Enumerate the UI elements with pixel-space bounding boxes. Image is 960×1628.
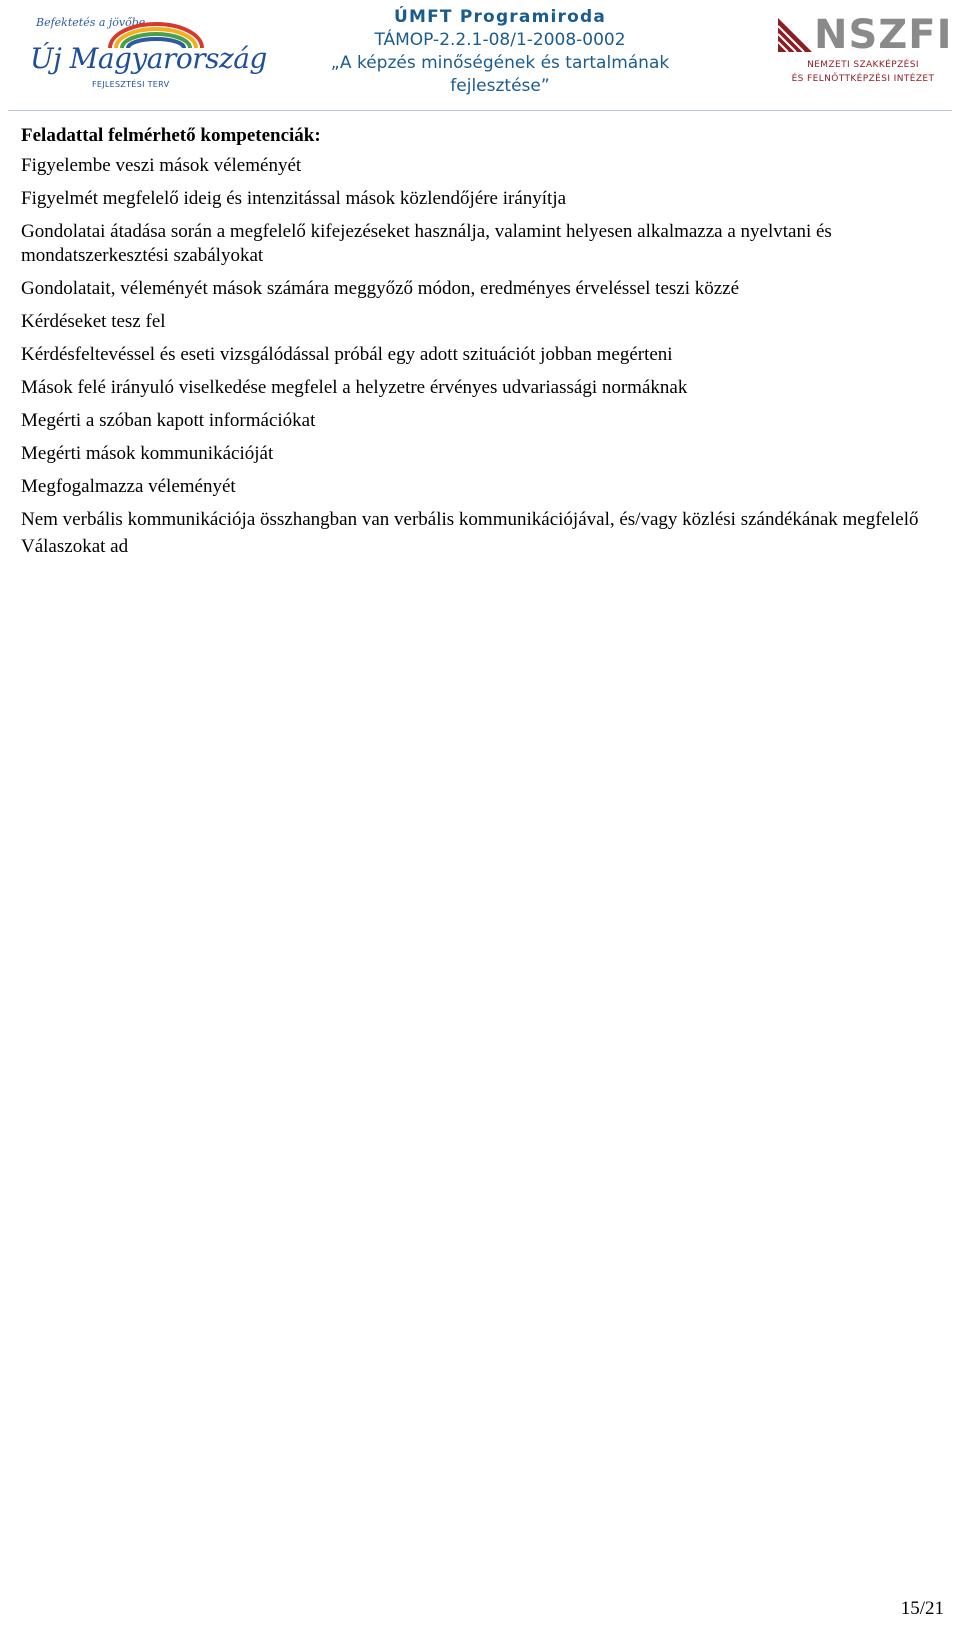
list-item: Kérdéseket tesz fel bbox=[21, 311, 166, 332]
nszfi-wordmark: NSZFI bbox=[814, 12, 953, 58]
logo-name: Új Magyarország bbox=[30, 42, 267, 75]
nszfi-logo bbox=[778, 12, 953, 92]
list-item: Mások felé irányuló viselkedése megfelel a helyzetre érvényes udvariassági normáknak bbox=[21, 377, 688, 398]
section-heading: Feladattal felmérhető kompetenciák: bbox=[21, 125, 321, 146]
list-item: Válaszokat ad bbox=[21, 536, 129, 557]
list-item: Gondolatait, véleményét mások számára meggyőző módon, eredményes érveléssel teszi közzé bbox=[21, 278, 740, 299]
project-title-line2: fejlesztése” bbox=[450, 76, 550, 96]
nszfi-stripes-icon bbox=[778, 18, 812, 52]
list-item: Gondolatai átadása során a megfelelő kifejezéseket használja, valamint helyesen alkalmazza a nyelvtani és mondatszerkesztési szabályokat bbox=[21, 221, 832, 266]
list-item: Nem verbális kommunikációja összhangban van verbális kommunikációjával, és/vagy közlési szándékának megfelelő bbox=[21, 509, 919, 530]
page-header bbox=[0, 0, 960, 112]
program-office-title: ÚMFT Programiroda bbox=[393, 7, 607, 27]
uj-magyarorszag-logo bbox=[30, 14, 267, 92]
logo-tagline: Befektetés a jövőbe bbox=[36, 16, 146, 29]
list-item: Figyelembe veszi mások véleményét bbox=[21, 155, 302, 176]
logo-subtitle: FEJLESZTÉSI TERV bbox=[92, 80, 170, 89]
page-number: 15/21 bbox=[900, 1598, 944, 1619]
list-item: Megérti a szóban kapott információkat bbox=[21, 410, 316, 431]
list-item: Kérdésfeltevéssel és eseti vizsgálódással próbál egy adott szituációt jobban megérteni bbox=[21, 344, 673, 365]
institute-name-line2: ÉS FELNŐTTKÉPZÉSI INTÉZET bbox=[791, 74, 935, 84]
header-title-block bbox=[290, 6, 710, 98]
project-title-line1: „A képzés minőségének és tartalmának bbox=[330, 53, 670, 73]
competency-list-section bbox=[21, 124, 941, 568]
list-item: Megfogalmazza véleményét bbox=[21, 476, 236, 497]
institute-name-line1: NEMZETI SZAKKÉPZÉSI bbox=[807, 60, 919, 70]
list-item: Megérti mások kommunikációját bbox=[21, 443, 274, 464]
list-item: Figyelmét megfelelő ideig és intenzitással mások közlendőjére irányítja bbox=[21, 188, 567, 209]
header-divider bbox=[8, 110, 952, 111]
project-code: TÁMOP-2.2.1-08/1-2008-0002 bbox=[374, 30, 626, 50]
